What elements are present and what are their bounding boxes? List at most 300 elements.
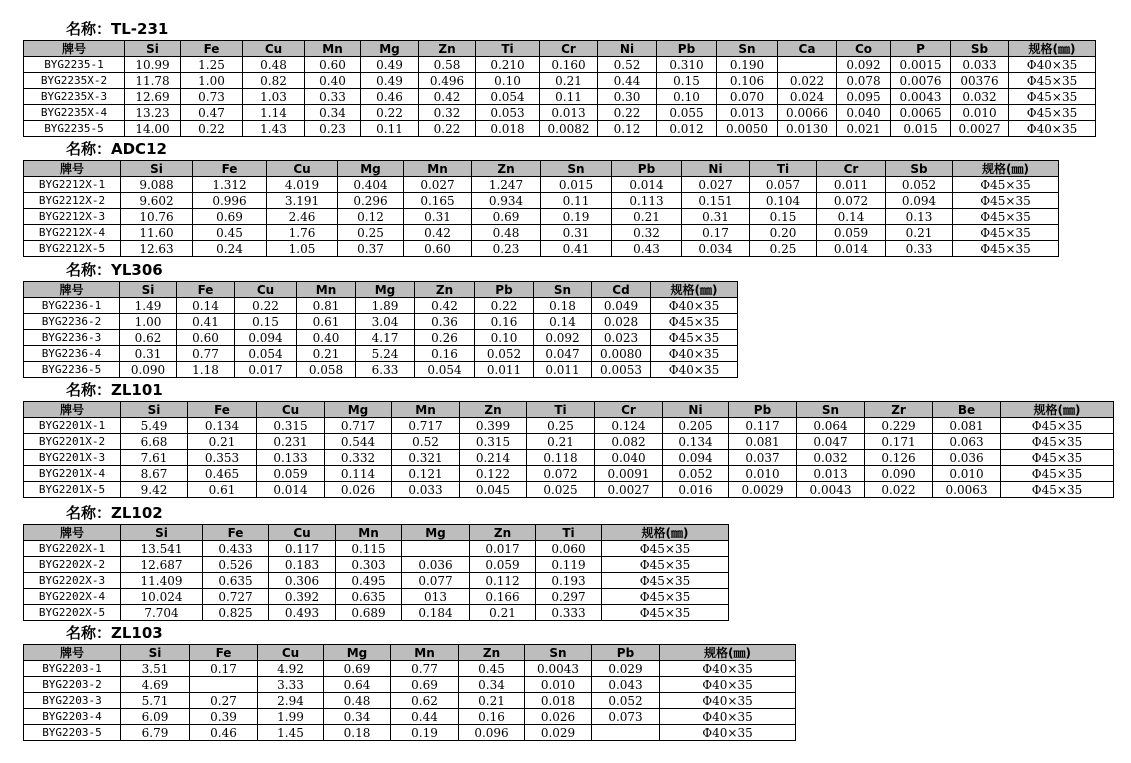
- grade-cell: BYG2236-1: [24, 298, 120, 314]
- value-cell: 0.078: [837, 73, 891, 89]
- value-cell: 0.0076: [891, 73, 951, 89]
- value-cell: 0.054: [476, 89, 540, 105]
- value-cell: 9.602: [121, 193, 193, 209]
- value-cell: 0.544: [325, 434, 392, 450]
- column-header: P: [891, 41, 951, 57]
- value-cell: 0.126: [865, 450, 933, 466]
- column-header: Mg: [402, 525, 470, 541]
- value-cell: 0.22: [181, 121, 243, 137]
- value-cell: 9.42: [121, 482, 188, 498]
- value-cell: 0.34: [459, 677, 525, 693]
- value-cell: 0.052: [886, 177, 953, 193]
- value-cell: 0.011: [817, 177, 886, 193]
- table-row: [24, 209, 1059, 225]
- value-cell: 4.019: [267, 177, 338, 193]
- value-cell: 0.21: [188, 434, 257, 450]
- value-cell: 0.0043: [525, 661, 592, 677]
- grade-cell: BYG2236-3: [24, 330, 120, 346]
- value-cell: 0.315: [257, 418, 325, 434]
- grade-cell: BYG2201X-4: [24, 466, 121, 482]
- value-cell: 0.040: [837, 105, 891, 121]
- value-cell: Φ45×35: [953, 209, 1059, 225]
- column-header: 牌号: [24, 525, 121, 541]
- value-cell: 0.092: [534, 330, 592, 346]
- value-cell: 0.0065: [891, 105, 951, 121]
- value-cell: 0.22: [235, 298, 297, 314]
- value-cell: 0.114: [325, 466, 392, 482]
- column-header: Fe: [188, 402, 257, 418]
- value-cell: 0.26: [415, 330, 475, 346]
- grade-cell: BYG2201X-1: [24, 418, 121, 434]
- value-cell: 0.10: [657, 89, 717, 105]
- value-cell: 0.36: [415, 314, 475, 330]
- value-cell: 0.027: [404, 177, 472, 193]
- value-cell: 1.43: [243, 121, 305, 137]
- grade-cell: BYG2203-5: [24, 725, 121, 741]
- value-cell: 0.25: [527, 418, 595, 434]
- value-cell: 0.034: [682, 241, 750, 257]
- value-cell: 0.22: [361, 105, 419, 121]
- value-cell: 0.160: [540, 57, 598, 73]
- value-cell: 0.73: [181, 89, 243, 105]
- table-row: [24, 330, 738, 346]
- value-cell: 0.053: [476, 105, 540, 121]
- value-cell: 0.77: [391, 661, 459, 677]
- value-cell: Φ45×35: [1001, 450, 1114, 466]
- value-cell: 0.010: [933, 466, 1001, 482]
- column-header: Si: [120, 282, 177, 298]
- value-cell: 0.095: [837, 89, 891, 105]
- value-cell: Φ40×35: [1009, 57, 1096, 73]
- header-row: [24, 41, 1096, 57]
- table-row: [24, 466, 1114, 482]
- value-cell: 0.77: [177, 346, 235, 362]
- column-header: Ti: [476, 41, 540, 57]
- value-cell: 3.51: [121, 661, 190, 677]
- column-header: Pb: [657, 41, 717, 57]
- value-cell: 0.214: [460, 450, 527, 466]
- value-cell: 0.0091: [595, 466, 663, 482]
- grade-cell: BYG2212X-1: [24, 177, 121, 193]
- value-cell: 0.052: [592, 693, 660, 709]
- value-cell: 0.015: [891, 121, 951, 137]
- value-cell: Φ45×35: [651, 330, 738, 346]
- header-row: [24, 402, 1114, 418]
- value-cell: 0.010: [951, 105, 1009, 121]
- value-cell: 0.10: [476, 73, 540, 89]
- table-row: [24, 557, 729, 573]
- value-cell: 0.014: [257, 482, 325, 498]
- value-cell: 0.016: [663, 482, 729, 498]
- value-cell: 0.094: [235, 330, 297, 346]
- value-cell: 0.689: [336, 605, 402, 621]
- value-cell: 0.073: [592, 709, 660, 725]
- value-cell: 0.134: [663, 434, 729, 450]
- value-cell: 0.072: [817, 193, 886, 209]
- value-cell: 0.14: [817, 209, 886, 225]
- value-cell: 0.32: [419, 105, 476, 121]
- value-cell: 0.0130: [778, 121, 837, 137]
- value-cell: 0.017: [235, 362, 297, 378]
- value-cell: 0.27: [190, 693, 258, 709]
- value-cell: 0.21: [886, 225, 953, 241]
- value-cell: 0.0043: [891, 89, 951, 105]
- value-cell: 0.033: [392, 482, 460, 498]
- column-header: Mn: [297, 282, 356, 298]
- value-cell: 0.0050: [717, 121, 778, 137]
- value-cell: 0.047: [797, 434, 865, 450]
- value-cell: 0.52: [598, 57, 657, 73]
- table-row: [24, 709, 796, 725]
- value-cell: 0.081: [933, 418, 1001, 434]
- value-cell: 0.17: [190, 661, 258, 677]
- table-row: [24, 677, 796, 693]
- value-cell: 0.45: [193, 225, 267, 241]
- value-cell: 0.21: [612, 209, 682, 225]
- value-cell: 0.635: [336, 589, 402, 605]
- column-header: Ti: [527, 402, 595, 418]
- column-header: Si: [121, 525, 203, 541]
- column-header: Fe: [177, 282, 235, 298]
- column-header: Sn: [525, 645, 592, 661]
- value-cell: 0.58: [419, 57, 476, 73]
- column-header: Mn: [392, 402, 460, 418]
- value-cell: 0.61: [297, 314, 356, 330]
- value-cell: Φ40×35: [651, 346, 738, 362]
- value-cell: 0.45: [459, 661, 525, 677]
- value-cell: 0.015: [541, 177, 612, 193]
- grade-cell: BYG2235X-2: [24, 73, 125, 89]
- value-cell: 0.11: [541, 193, 612, 209]
- column-header: 牌号: [24, 161, 121, 177]
- value-cell: 0.52: [392, 434, 460, 450]
- value-cell: 0.190: [717, 57, 778, 73]
- column-header: 规格(㎜): [602, 525, 729, 541]
- value-cell: 0.060: [536, 541, 602, 557]
- value-cell: 0.165: [404, 193, 472, 209]
- value-cell: 0.31: [404, 209, 472, 225]
- value-cell: 0.934: [472, 193, 541, 209]
- value-cell: Φ45×35: [1001, 482, 1114, 498]
- value-cell: 0.19: [541, 209, 612, 225]
- value-cell: 9.088: [121, 177, 193, 193]
- table-zl101: [23, 401, 1114, 498]
- column-header: Cu: [269, 525, 336, 541]
- value-cell: 0.496: [419, 73, 476, 89]
- value-cell: 0.119: [536, 557, 602, 573]
- column-header: Ti: [536, 525, 602, 541]
- value-cell: 0.12: [598, 121, 657, 137]
- table-row: [24, 105, 1096, 121]
- value-cell: 0.064: [797, 418, 865, 434]
- column-header: 牌号: [24, 41, 125, 57]
- value-cell: 1.14: [243, 105, 305, 121]
- table-row: [24, 57, 1096, 73]
- column-header: 牌号: [24, 402, 121, 418]
- value-cell: 0.052: [663, 466, 729, 482]
- value-cell: 0.17: [682, 225, 750, 241]
- value-cell: Φ40×35: [1009, 121, 1096, 137]
- column-header: Pb: [729, 402, 797, 418]
- column-header: Fe: [193, 161, 267, 177]
- column-header: Sn: [541, 161, 612, 177]
- column-header: 牌号: [24, 645, 121, 661]
- value-cell: [402, 541, 470, 557]
- value-cell: 0.21: [540, 73, 598, 89]
- value-cell: 0.072: [527, 466, 595, 482]
- value-cell: Φ45×35: [602, 541, 729, 557]
- value-cell: 0.122: [460, 466, 527, 482]
- value-cell: 0.404: [338, 177, 404, 193]
- value-cell: 3.04: [356, 314, 415, 330]
- value-cell: 0.46: [361, 89, 419, 105]
- value-cell: 0.62: [391, 693, 459, 709]
- value-cell: 4.92: [258, 661, 324, 677]
- value-cell: 1.312: [193, 177, 267, 193]
- value-cell: 0.16: [475, 314, 534, 330]
- table-row: [24, 541, 729, 557]
- grade-cell: BYG2203-4: [24, 709, 121, 725]
- value-cell: 0.026: [325, 482, 392, 498]
- value-cell: 0.60: [305, 57, 361, 73]
- value-cell: 0.60: [177, 330, 235, 346]
- table-row: [24, 346, 738, 362]
- value-cell: 0.21: [527, 434, 595, 450]
- value-cell: 0.0066: [778, 105, 837, 121]
- value-cell: [592, 725, 660, 741]
- value-cell: 0.34: [324, 709, 391, 725]
- value-cell: 1.45: [258, 725, 324, 741]
- section-title: 名称：ZL101: [66, 381, 163, 399]
- value-cell: 0.60: [404, 241, 472, 257]
- grade-cell: BYG2201X-2: [24, 434, 121, 450]
- value-cell: Φ45×35: [1009, 89, 1096, 105]
- table-row: [24, 121, 1096, 137]
- value-cell: 0.21: [470, 605, 536, 621]
- value-cell: 0.022: [778, 73, 837, 89]
- value-cell: 0.231: [257, 434, 325, 450]
- value-cell: 0.48: [472, 225, 541, 241]
- value-cell: 0.12: [338, 209, 404, 225]
- value-cell: 0.23: [305, 121, 361, 137]
- value-cell: 0.090: [865, 466, 933, 482]
- value-cell: Φ40×35: [660, 677, 796, 693]
- value-cell: 0.69: [472, 209, 541, 225]
- value-cell: 0.399: [460, 418, 527, 434]
- value-cell: 0.057: [750, 177, 817, 193]
- value-cell: 14.00: [125, 121, 181, 137]
- value-cell: 0.0053: [592, 362, 651, 378]
- column-header: Ni: [663, 402, 729, 418]
- value-cell: 0.15: [657, 73, 717, 89]
- value-cell: 0.31: [541, 225, 612, 241]
- value-cell: 0.25: [750, 241, 817, 257]
- value-cell: 0.133: [257, 450, 325, 466]
- value-cell: 10.99: [125, 57, 181, 73]
- column-header: Sb: [886, 161, 953, 177]
- table-row: [24, 241, 1059, 257]
- table-yl306: [23, 281, 738, 378]
- value-cell: 0.21: [459, 693, 525, 709]
- value-cell: 0.063: [933, 434, 1001, 450]
- value-cell: 0.023: [592, 330, 651, 346]
- value-cell: 0.33: [305, 89, 361, 105]
- value-cell: 0.61: [188, 482, 257, 498]
- table-row: [24, 450, 1114, 466]
- value-cell: 0.25: [338, 225, 404, 241]
- table-row: [24, 89, 1096, 105]
- header-row: [24, 282, 738, 298]
- column-header: Mn: [305, 41, 361, 57]
- value-cell: 1.18: [177, 362, 235, 378]
- value-cell: 0.48: [324, 693, 391, 709]
- value-cell: 0.49: [361, 57, 419, 73]
- value-cell: 0.825: [203, 605, 269, 621]
- value-cell: 0.112: [470, 573, 536, 589]
- value-cell: 0.465: [188, 466, 257, 482]
- table-row: [24, 725, 796, 741]
- value-cell: 3.33: [258, 677, 324, 693]
- value-cell: 0.045: [460, 482, 527, 498]
- header-row: [24, 645, 796, 661]
- column-header: 规格(㎜): [1001, 402, 1114, 418]
- column-header: Cd: [592, 282, 651, 298]
- value-cell: 0.353: [188, 450, 257, 466]
- value-cell: 0.0027: [595, 482, 663, 498]
- value-cell: 10.024: [121, 589, 203, 605]
- value-cell: 0.013: [540, 105, 598, 121]
- table-row: [24, 573, 729, 589]
- value-cell: 6.68: [121, 434, 188, 450]
- value-cell: 0.094: [663, 450, 729, 466]
- value-cell: 0.059: [817, 225, 886, 241]
- grade-cell: BYG2235X-4: [24, 105, 125, 121]
- value-cell: 0.012: [657, 121, 717, 137]
- value-cell: 12.69: [125, 89, 181, 105]
- value-cell: 1.99: [258, 709, 324, 725]
- grade-cell: BYG2212X-4: [24, 225, 121, 241]
- value-cell: 0.059: [257, 466, 325, 482]
- grade-cell: BYG2212X-5: [24, 241, 121, 257]
- column-header: Fe: [190, 645, 258, 661]
- value-cell: 0.018: [525, 693, 592, 709]
- table-row: [24, 225, 1059, 241]
- section-title: 名称：ZL103: [66, 624, 163, 642]
- value-cell: 0.077: [402, 573, 470, 589]
- table-tl231: [23, 40, 1096, 137]
- value-cell: 0.43: [612, 241, 682, 257]
- value-cell: 0.024: [778, 89, 837, 105]
- column-header: Fe: [181, 41, 243, 57]
- value-cell: 0.029: [525, 725, 592, 741]
- value-cell: 0.059: [470, 557, 536, 573]
- column-header: Sn: [717, 41, 778, 57]
- column-header: Ti: [750, 161, 817, 177]
- value-cell: 0.166: [470, 589, 536, 605]
- grade-cell: BYG2212X-3: [24, 209, 121, 225]
- value-cell: 0.69: [391, 677, 459, 693]
- value-cell: Φ45×35: [953, 193, 1059, 209]
- value-cell: 0.321: [392, 450, 460, 466]
- value-cell: 0.026: [525, 709, 592, 725]
- grade-cell: BYG2235-1: [24, 57, 125, 73]
- column-header: Mn: [391, 645, 459, 661]
- value-cell: Φ45×35: [1009, 105, 1096, 121]
- column-header: Mn: [336, 525, 402, 541]
- grade-cell: BYG2202X-5: [24, 605, 121, 621]
- value-cell: 0.315: [460, 434, 527, 450]
- value-cell: 0.017: [470, 541, 536, 557]
- value-cell: 0.036: [402, 557, 470, 573]
- value-cell: 1.05: [267, 241, 338, 257]
- table-row: [24, 693, 796, 709]
- column-header: Zr: [865, 402, 933, 418]
- grade-cell: BYG2236-5: [24, 362, 120, 378]
- value-cell: 0.23: [472, 241, 541, 257]
- value-cell: 6.09: [121, 709, 190, 725]
- grade-cell: BYG2202X-4: [24, 589, 121, 605]
- value-cell: 0.037: [729, 450, 797, 466]
- column-header: Zn: [460, 402, 527, 418]
- grade-cell: BYG2236-2: [24, 314, 120, 330]
- column-header: Fe: [203, 525, 269, 541]
- column-header: Cr: [540, 41, 598, 57]
- value-cell: Φ45×35: [1001, 434, 1114, 450]
- value-cell: 0.14: [534, 314, 592, 330]
- value-cell: 0.193: [536, 573, 602, 589]
- value-cell: 0.092: [837, 57, 891, 73]
- value-cell: 0.433: [203, 541, 269, 557]
- value-cell: 0.115: [336, 541, 402, 557]
- value-cell: Φ45×35: [602, 557, 729, 573]
- column-header: Cu: [258, 645, 324, 661]
- value-cell: 00376: [951, 73, 1009, 89]
- value-cell: 0.495: [336, 573, 402, 589]
- column-header: Mg: [356, 282, 415, 298]
- column-header: Si: [121, 402, 188, 418]
- value-cell: 0.40: [297, 330, 356, 346]
- value-cell: 0.011: [475, 362, 534, 378]
- grade-cell: BYG2202X-2: [24, 557, 121, 573]
- value-cell: 0.036: [933, 450, 1001, 466]
- value-cell: 0.055: [657, 105, 717, 121]
- value-cell: 11.409: [121, 573, 203, 589]
- value-cell: 0.717: [392, 418, 460, 434]
- value-cell: 0.11: [540, 89, 598, 105]
- value-cell: 0.0082: [540, 121, 598, 137]
- value-cell: 1.76: [267, 225, 338, 241]
- value-cell: 5.49: [121, 418, 188, 434]
- value-cell: 0.134: [188, 418, 257, 434]
- value-cell: 013: [402, 589, 470, 605]
- column-header: 规格(㎜): [1009, 41, 1096, 57]
- value-cell: 0.64: [324, 677, 391, 693]
- value-cell: 0.16: [459, 709, 525, 725]
- value-cell: 0.493: [269, 605, 336, 621]
- value-cell: 0.11: [361, 121, 419, 137]
- value-cell: 8.67: [121, 466, 188, 482]
- column-header: Si: [121, 161, 193, 177]
- value-cell: 0.029: [592, 661, 660, 677]
- value-cell: 0.010: [729, 466, 797, 482]
- value-cell: 0.028: [592, 314, 651, 330]
- value-cell: 6.79: [121, 725, 190, 741]
- value-cell: 0.040: [595, 450, 663, 466]
- value-cell: 0.0043: [797, 482, 865, 498]
- column-header: Zn: [470, 525, 536, 541]
- value-cell: 0.014: [817, 241, 886, 257]
- value-cell: 3.191: [267, 193, 338, 209]
